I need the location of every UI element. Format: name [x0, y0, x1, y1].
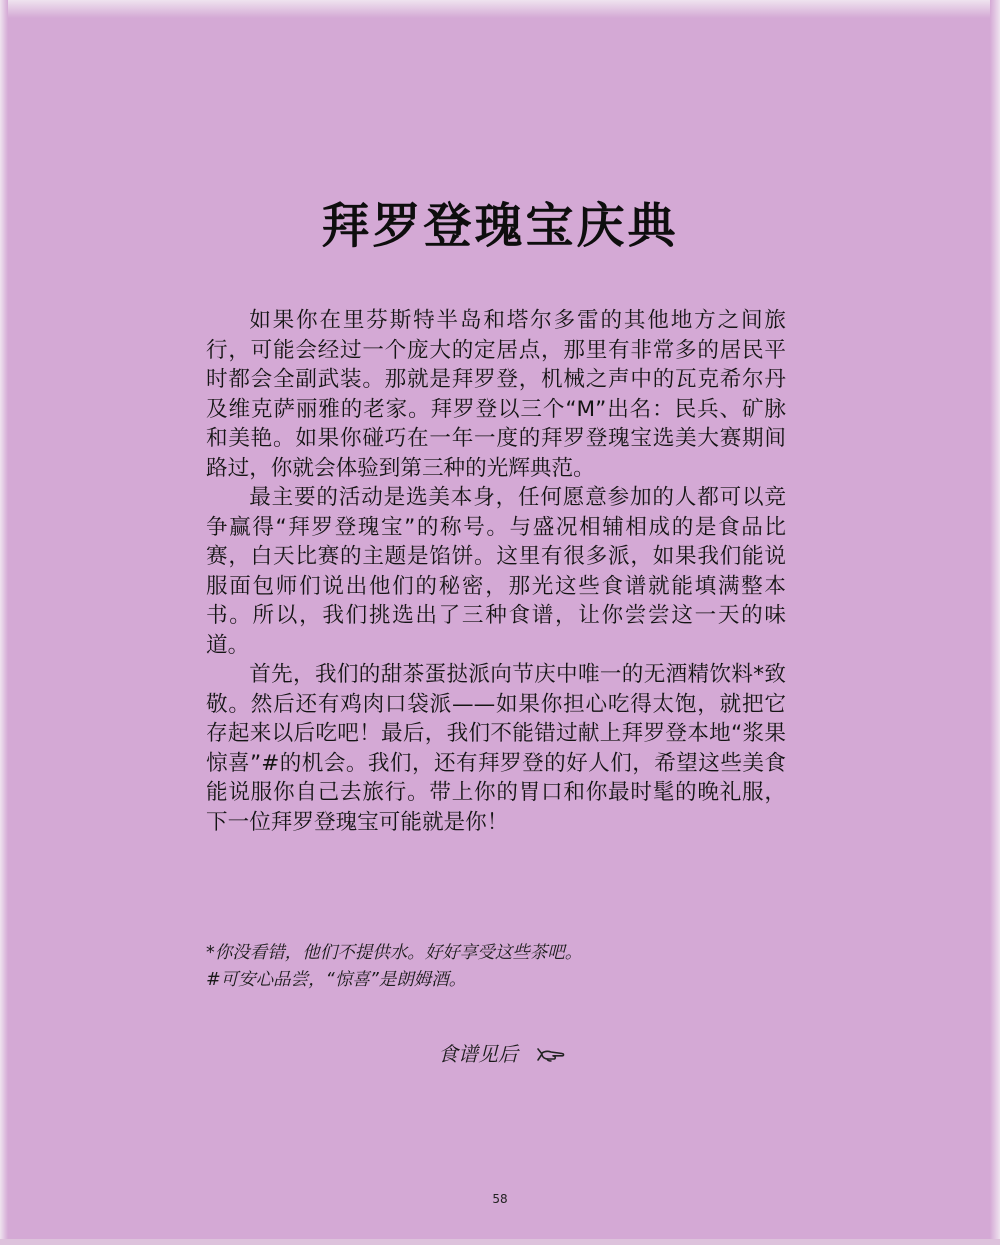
footnote-tea: *你没看错，他们不提供水。好好享受这些茶吧。 [206, 943, 583, 963]
recipe-see-next-label: 食谱见后 [438, 1042, 518, 1066]
paragraph-contest: 最主要的活动是选美本身，任何愿意参加的人都可以竞争赢得“拜罗登瑰宝”的称号。与盛况相辅相成的是食品比赛，白天比赛的主题是馅饼。这里有很多派，如果我们能说服面包师们说出他们的秘密，那光这些食谱就能填满整本书。所以，我们挑选出了三种食谱，让你尝尝这一天的味道。 [206, 485, 786, 658]
scan-edge-bottom [0, 1239, 1000, 1245]
footnote-surprise: #可安心品尝，“惊喜”是朗姆酒。 [206, 970, 467, 990]
page-number: 58 [492, 1192, 508, 1206]
page-title: 拜罗登瑰宝庆典 [321, 198, 679, 254]
scan-edge-right [990, 0, 1000, 1245]
pointing-hand-icon [536, 1044, 566, 1064]
recipe-see-next[interactable] [438, 1040, 566, 1068]
scan-edge-top [0, 0, 1000, 18]
scan-edge-left [0, 0, 8, 1245]
body-text [206, 306, 786, 837]
paragraph-intro: 如果你在里芬斯特半岛和塔尔多雷的其他地方之间旅行，可能会经过一个庞大的定居点，那里有非常多的居民平时都会全副武装。那就是拜罗登，机械之声中的瓦克希尔丹及维克萨丽雅的老家。拜罗登以三个“M”出名：民兵、矿脉和美艳。如果你碰巧在一年一度的拜罗登瑰宝选美大赛期间路过，你就会体验到第三种的光辉典范。 [206, 308, 786, 481]
paragraph-recipes: 首先，我们的甜茶蛋挞派向节庆中唯一的无酒精饮料*致敬。然后还有鸡肉口袋派——如果你担心吃得太饱，就把它存起来以后吃吧！最后，我们不能错过献上拜罗登本地“浆果惊喜”#的机会。我们，还有拜罗登的好人们，希望这些美食能说服你自己去旅行。带上你的胃口和你最时髦的晚礼服，下一位拜罗登瑰宝可能就是你！ [206, 662, 786, 835]
footnotes [206, 940, 806, 994]
